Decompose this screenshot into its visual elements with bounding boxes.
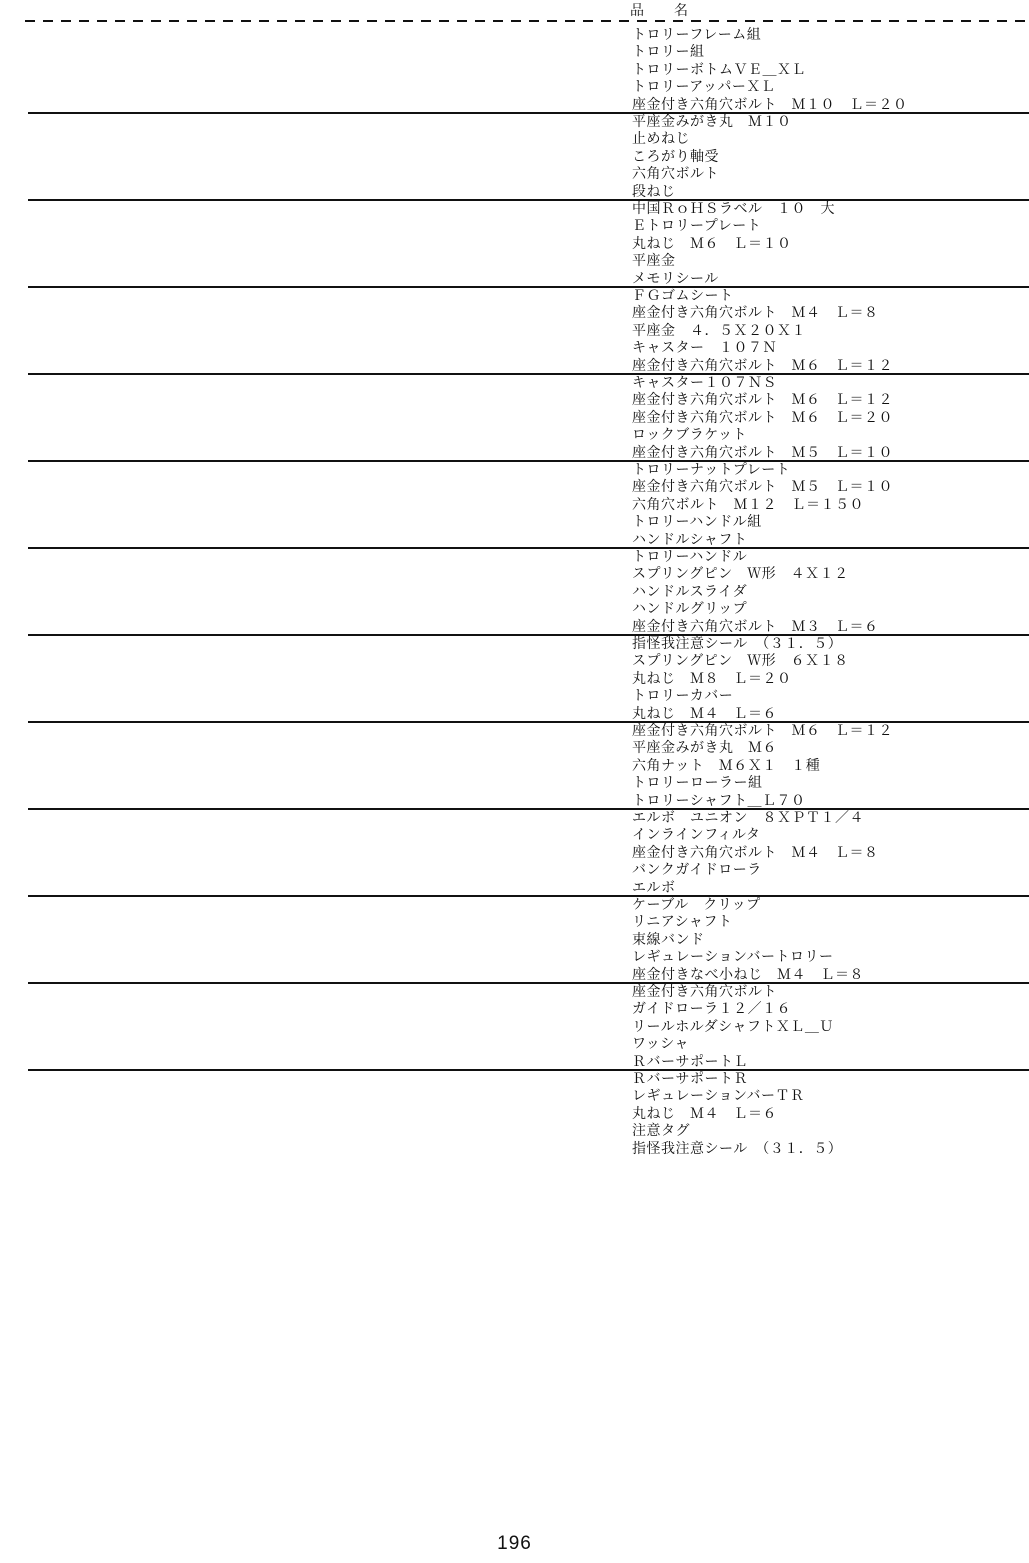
part-name-row: 座金付き六角穴ボルト: [632, 983, 777, 999]
parts-group: [0, 113, 1029, 200]
part-name-row: ＦＧゴムシート: [632, 287, 734, 303]
parts-group: [0, 200, 1029, 287]
part-name-row: 平座金みがき丸 Ｍ６: [632, 739, 777, 756]
parts-group: [0, 1070, 1029, 1157]
part-name-row: ケーブル クリップ: [632, 896, 761, 912]
part-name-row: レギュレーションバートロリー: [632, 948, 834, 965]
part-name-row: Ｅトロリープレート: [632, 217, 762, 234]
part-name-row: 座金付き六角穴ボルト Ｍ６ Ｌ＝１２: [632, 356, 893, 373]
part-name-row: ＲバーサポートＬ: [632, 1052, 748, 1069]
part-name-row: リールホルダシャフトＸＬ＿Ｕ: [632, 1017, 834, 1034]
part-name-row: 座金付き六角穴ボルト Ｍ５ Ｌ＝１０: [632, 443, 893, 460]
part-name-row: 丸ねじ Ｍ４ Ｌ＝６: [632, 704, 777, 721]
part-name-row: トロリーアッパーＸＬ: [632, 78, 776, 95]
part-name-row: 座金付き六角穴ボルト Ｍ６ Ｌ＝２０: [632, 408, 893, 425]
part-name-row: トロリーフレーム組: [632, 26, 762, 42]
part-name-row: 丸ねじ Ｍ４ Ｌ＝６: [632, 1104, 777, 1121]
part-name-row: 段ねじ: [632, 182, 676, 199]
part-name-row: 六角穴ボルト: [632, 165, 719, 182]
part-name-row: 丸ねじ Ｍ６ Ｌ＝１０: [632, 234, 792, 251]
part-name-row: 丸ねじ Ｍ８ Ｌ＝２０: [632, 669, 792, 686]
parts-group: [0, 374, 1029, 461]
part-name-row: 六角ナット Ｍ６Ｘ１ １種: [632, 756, 821, 773]
header-dashed-separator: [25, 20, 1029, 22]
part-name-row: トロリーナットプレート: [632, 461, 791, 477]
parts-group: [0, 287, 1029, 374]
part-name-row: 束線バンド: [632, 930, 705, 947]
part-name-row: トロリーハンドル: [632, 548, 748, 564]
part-name-row: 注意タグ: [632, 1122, 690, 1139]
part-name-row: ロックブラケット: [632, 426, 748, 443]
parts-group: [0, 26, 1029, 113]
part-name-row: 座金付きなべ小ねじ Ｍ４ Ｌ＝８: [632, 965, 864, 982]
part-name-row: スプリングピン Ｗ形 ４Ｘ１２: [632, 565, 849, 582]
part-name-row: 座金付き六角穴ボルト Ｍ４ Ｌ＝８: [632, 843, 879, 860]
part-name-row: 座金付き六角穴ボルト Ｍ１０ Ｌ＝２０: [632, 95, 908, 112]
part-name-row: ＲバーサポートＲ: [632, 1070, 748, 1086]
part-name-row: ころがり軸受: [632, 147, 719, 164]
part-name-row: 座金付き六角穴ボルト Ｍ６ Ｌ＝１２: [632, 391, 893, 408]
page-number: 196: [497, 1533, 532, 1554]
part-name-row: 座金付き六角穴ボルト Ｍ６ Ｌ＝１２: [632, 722, 893, 738]
part-name-row: トロリーシャフト＿Ｌ７０: [632, 791, 806, 808]
part-name-row: トロリーローラー組: [632, 774, 763, 791]
part-name-row: 止めねじ: [632, 130, 690, 147]
part-name-row: スプリングピン Ｗ形 ６Ｘ１８: [632, 652, 849, 669]
parts-group: [0, 809, 1029, 896]
part-name-row: エルボ ユニオン ８ＸＰＴ１／４: [632, 809, 864, 825]
part-name-row: トロリーカバー: [632, 687, 734, 704]
parts-group: [0, 461, 1029, 548]
part-name-row: ガイドローラ１２／１６: [632, 1000, 792, 1017]
parts-group: [0, 635, 1029, 722]
part-name-row: 平座金: [632, 252, 676, 269]
part-name-row: ワッシャ: [632, 1035, 690, 1052]
column-header-part-name: 品 名: [630, 2, 696, 18]
part-name-row: 平座金みがき丸 Ｍ１０: [632, 113, 792, 129]
part-name-row: バンクガイドローラ: [632, 861, 762, 878]
part-name-row: キャスター１０７ＮＳ: [632, 374, 777, 390]
part-name-row: リニアシャフト: [632, 913, 733, 930]
part-name-row: メモリシール: [632, 269, 719, 286]
part-name-row: 指怪我注意シール （３１．５）: [632, 1139, 843, 1156]
parts-group: [0, 722, 1029, 809]
part-name-row: レギュレーションバーＴＲ: [632, 1087, 805, 1104]
part-name-row: ハンドルグリップ: [632, 600, 748, 617]
part-name-row: トロリー組: [632, 43, 705, 60]
part-name-row: 平座金 ４．５Ｘ２０Ｘ１: [632, 321, 806, 338]
part-name-row: 六角穴ボルト Ｍ１２ Ｌ＝１５０: [632, 495, 864, 512]
part-name-row: トロリーボトムＶＥ＿ＸＬ: [632, 60, 806, 77]
part-name-row: インラインフィルタ: [632, 826, 761, 843]
parts-list: [0, 26, 1029, 1157]
part-name-row: キャスター １０７Ｎ: [632, 339, 777, 356]
part-name-row: ハンドルスライダ: [632, 582, 748, 599]
part-name-row: 座金付き六角穴ボルト Ｍ５ Ｌ＝１０: [632, 478, 893, 495]
parts-group: [0, 983, 1029, 1070]
part-name-row: トロリーハンドル組: [632, 513, 762, 530]
parts-group: [0, 548, 1029, 635]
part-name-row: 座金付き六角穴ボルト Ｍ３ Ｌ＝６: [632, 617, 879, 634]
part-name-row: 座金付き六角穴ボルト Ｍ４ Ｌ＝８: [632, 304, 879, 321]
part-name-row: 中国ＲｏＨＳラベル １０ 大: [632, 200, 835, 216]
part-name-row: ハンドルシャフト: [632, 530, 748, 547]
part-name-row: 指怪我注意シール （３１．５）: [632, 635, 843, 651]
parts-group: [0, 896, 1029, 983]
part-name-row: エルボ: [632, 878, 676, 895]
